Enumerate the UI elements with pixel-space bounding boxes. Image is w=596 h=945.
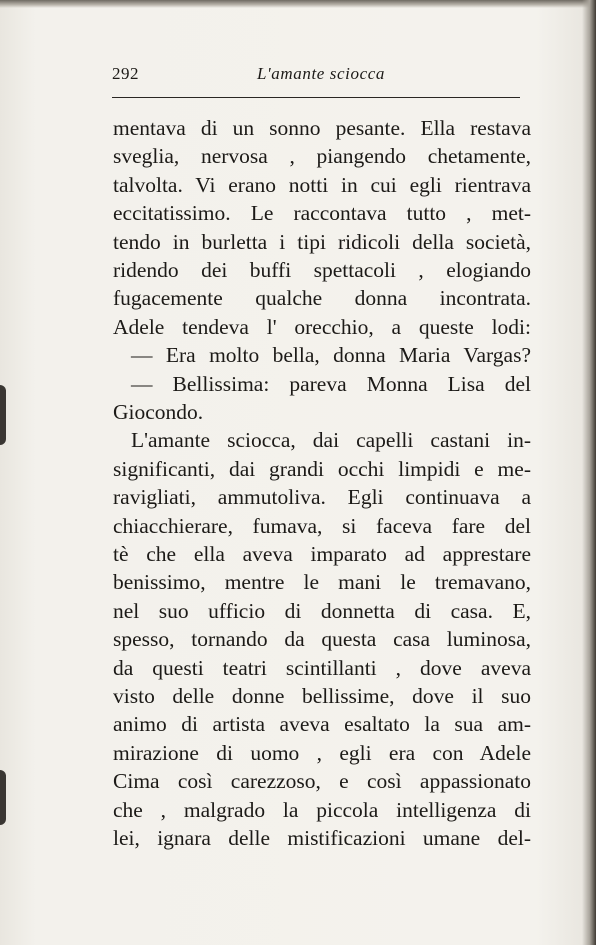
text-line: che , malgrado la piccola intelligenza di bbox=[113, 798, 531, 822]
text-line: fugacemente qualche donna incontrata. bbox=[113, 286, 531, 310]
binding-mark bbox=[0, 770, 6, 825]
text-line: eccitatissimo. Le raccontava tutto , met- bbox=[113, 201, 531, 225]
text-line: lei, ignara delle mistificazioni umane del- bbox=[113, 826, 531, 850]
text-line: tè che ella aveva imparato ad apprestare bbox=[113, 542, 531, 566]
text-line: — Bellissima: pareva Monna Lisa del bbox=[131, 372, 531, 396]
text-line: nel suo ufficio di donnetta di casa. E, bbox=[113, 599, 531, 623]
text-line: chiacchierare, fumava, si faceva fare del bbox=[113, 514, 531, 538]
page-header bbox=[112, 64, 528, 88]
page-number: 292 bbox=[112, 64, 139, 83]
text-line: significanti, dai grandi occhi limpidi e me- bbox=[113, 457, 531, 481]
text-line: Giocondo. bbox=[113, 400, 204, 424]
page-top-edge-shadow bbox=[0, 0, 596, 8]
text-line: ravigliati, ammutoliva. Egli continuava a bbox=[113, 485, 531, 509]
text-line: benissimo, mentre le mani le tremavano, bbox=[113, 570, 531, 594]
binding-mark bbox=[0, 385, 6, 445]
text-line: sveglia, nervosa , piangendo chetamente, bbox=[113, 144, 531, 168]
text-line: animo di artista aveva esaltato la sua am- bbox=[113, 712, 531, 736]
text-line: Adele tendeva l' orecchio, a queste lodi: bbox=[113, 315, 531, 339]
text-line: talvolta. Vi erano notti in cui egli rientrava bbox=[113, 173, 531, 197]
text-line: Cima così carezzoso, e così appassionato bbox=[113, 769, 531, 793]
text-line: mirazione di uomo , egli era con Adele bbox=[113, 741, 531, 765]
text-line: visto delle donne bellissime, dove il suo bbox=[113, 684, 531, 708]
text-line: tendo in burletta i tipi ridicoli della società, bbox=[113, 230, 531, 254]
running-title: L'amante sciocca bbox=[257, 64, 385, 83]
page-right-edge-shadow bbox=[582, 0, 596, 945]
text-line: da questi teatri scintillanti , dove aveva bbox=[113, 656, 531, 680]
text-line: — Era molto bella, donna Maria Vargas? bbox=[131, 343, 531, 367]
text-line: L'amante sciocca, dai capelli castani in- bbox=[131, 428, 531, 452]
text-line: spesso, tornando da questa casa luminosa, bbox=[113, 627, 531, 651]
text-line: mentava di un sonno pesante. Ella restava bbox=[113, 116, 531, 140]
text-line: ridendo dei buffi spettacoli , elogiando bbox=[113, 258, 531, 282]
header-rule bbox=[112, 97, 520, 98]
